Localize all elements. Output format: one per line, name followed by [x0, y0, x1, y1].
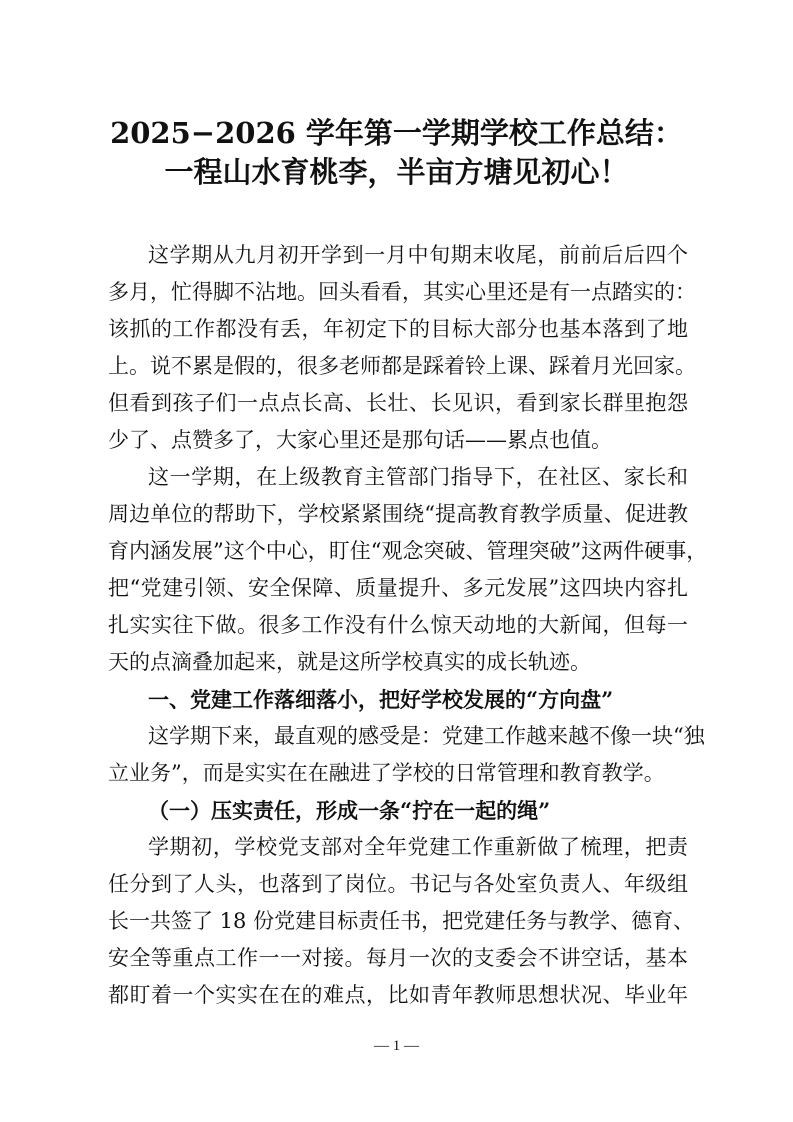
document-title-line-1: 2025−2026 学年第一学期学校工作总结： — [110, 116, 683, 150]
body-text-line: 育内涵发展”这个中心，盯住“观念突破、管理突破”这两件硬事， — [108, 539, 708, 563]
body-text-line: 少了、点赞多了，大家心里还是那句话——累点也值。 — [108, 428, 612, 452]
body-text-line: 天的点滴叠加起来，就是这所学校真实的成长轨迹。 — [108, 650, 591, 674]
body-text-line: 上。说不累是假的，很多老师都是踩着铃上课、踩着月光回家。 — [108, 354, 696, 378]
body-text-line: 但看到孩子们一点点长高、长壮、长见识，看到家长群里抱怨 — [108, 391, 688, 415]
body-text-line: 把“党建引领、安全保障、质量提升、多元发展”这四块内容扎 — [108, 576, 688, 600]
body-text-line: 长一共签了 18 份党建目标责任书，把党建任务与教学、德育、 — [108, 909, 695, 933]
document-title-line-2: 一程山水育桃李，半亩方塘见初心！ — [164, 155, 629, 189]
section-heading: （一）压实责任，形成一条“拧在一起的绳” — [148, 798, 551, 823]
body-text-line: 周边单位的帮助下，学校紧紧围绕“提高教育教学质量、促进教 — [108, 502, 688, 526]
body-text-line: 立业务”，而是实实在在融进了学校的日常管理和教育教学。 — [108, 761, 665, 785]
body-text-line: 任分到了人头，也落到了岗位。书记与各处室负责人、年级组 — [108, 872, 688, 896]
body-text-line: 这学期下来，最直观的感受是：党建工作越来越不像一块“独 — [148, 724, 705, 748]
body-text-line: 多月，忙得脚不沾地。回头看看，其实心里还是有一点踏实的： — [108, 280, 696, 304]
body-text-line: 学期初，学校党支部对全年党建工作重新做了梳理，把责 — [148, 835, 688, 859]
body-text-line: 扎实实往下做。很多工作没有什么惊天动地的大新闻，但每一 — [108, 613, 688, 637]
body-text-line: 都盯着一个实实在在的难点，比如青年教师思想状况、毕业年 — [108, 983, 688, 1007]
body-text-line: 该抓的工作都没有丢，年初定下的目标大部分也基本落到了地 — [108, 317, 688, 341]
body-text-line: 这一学期，在上级教育主管部门指导下，在社区、家长和 — [148, 465, 688, 489]
page-number: — 1 — — [374, 1038, 419, 1054]
body-text-line: 这学期从九月初开学到一月中旬期末收尾，前前后后四个 — [148, 243, 688, 267]
body-text-line: 安全等重点工作一一对接。每月一次的支委会不讲空话，基本 — [108, 946, 688, 970]
section-heading: 一、党建工作落细落小，把好学校发展的“方向盘” — [148, 687, 614, 712]
